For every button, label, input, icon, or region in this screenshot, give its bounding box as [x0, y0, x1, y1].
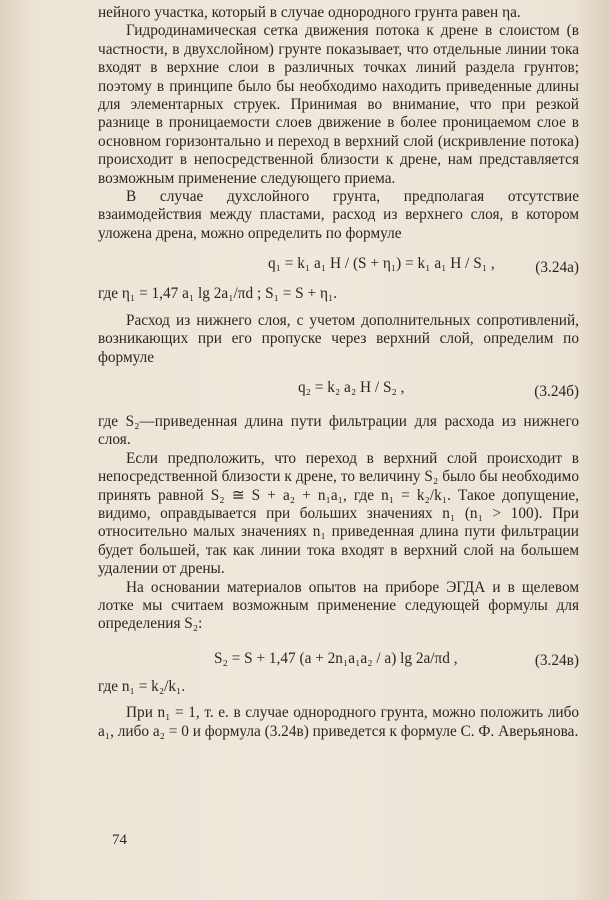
paragraph-lower-layer: Расход из нижнего слоя, с учетом дополнительных сопротивлений, возникающих при его пропуске через верхний слой, определим по формуле	[98, 311, 579, 366]
paragraph-hydrodynamic-grid: Гидродинамическая сетка движения потока к дрене в слоистом (в частности, в двухслойном) грунте показывает, что отдельные линии тока входят в верхние слои в различных точках линий раздела грунтов; поэтому в принципе было бы необходимо находить приведенные длины для элементарных струек. Принимая во внимание, что при резкой разнице в проницаемости слоев движение в более проницаемом слое в основном горизонтально и переход в верхний слой (искривление потока) происходит в непосредственной близости к дрене, нам представляется возможным применение следующего приема.	[98, 22, 579, 187]
paragraph-s2-definition: где S₂—приведенная длина пути фильтрации для расхода из нижнего слоя.	[98, 412, 579, 449]
paragraph-eta-definition: где η₁ = 1,47 a₁ lg 2a₁/πd ; S₁ = S + η₁.	[98, 285, 338, 303]
paragraph-two-layer-soil: В случае духслойного грунта, предполагая отсутствие взаимодействия между пластами, расход из верхнего слоя, в котором уложена дрена, можно определить по формуле	[98, 188, 579, 242]
formula-3-24v-number: (3.24в)	[534, 651, 579, 669]
formula-3-24b-expression: q₂ = k₂ a₂ H / S₂ ,	[298, 378, 405, 396]
formula-3-24v-expression: S₂ = S + 1,47 (a + 2n₁a₁a₂ / a) lg 2a/πd ,	[214, 649, 458, 667]
paragraph-continuation: нейного участка, который в случае однородного грунта равен ηа.	[98, 4, 521, 21]
formula-3-24a-expression: q₁ = k₁ a₁ H / (S + η₁) = k₁ a₁ H / S₁ ,	[268, 255, 495, 273]
paragraph-n1-definition: где n₁ = k₂/k₁.	[98, 677, 186, 695]
paragraph-homogeneous-case: При n₁ = 1, т. е. в случае однородного грунта, можно положить либо a₁, либо a₂ = 0 и формула (3.24в) приведется к формуле С. Ф. Аверьянова.	[98, 704, 579, 740]
formula-3-24a-number: (3.24а)	[535, 259, 579, 277]
paragraph-egda-experiments: На основании материалов опытов на приборе ЭГДА и в щелевом лотке мы считаем возможным применение следующей формулы для определения S₂:	[98, 578, 579, 633]
formula-3-24b-number: (3.24б)	[534, 382, 579, 400]
formula-3-24a	[98, 251, 579, 281]
formula-3-24b	[98, 375, 579, 405]
page-number: 74	[112, 832, 127, 848]
paragraph-transition-assumption: Если предположить, что переход в верхний слой происходит в непосредственной близости к дрене, то величину S₂ было бы необходимо принять равной S₂ ≅ S + a₂ + n₁a₁, где n₁ = k₂/k₁. Такое допущение, видимо, оправдывается при больших значениях n₁ (n₁ > 100). При относительно малых значениях n₁ приведенная длина пути фильтрации будет большей, так как линии тока входят в верхний слой на большем удалении от дрены.	[98, 449, 579, 578]
formula-3-24v	[98, 642, 579, 676]
